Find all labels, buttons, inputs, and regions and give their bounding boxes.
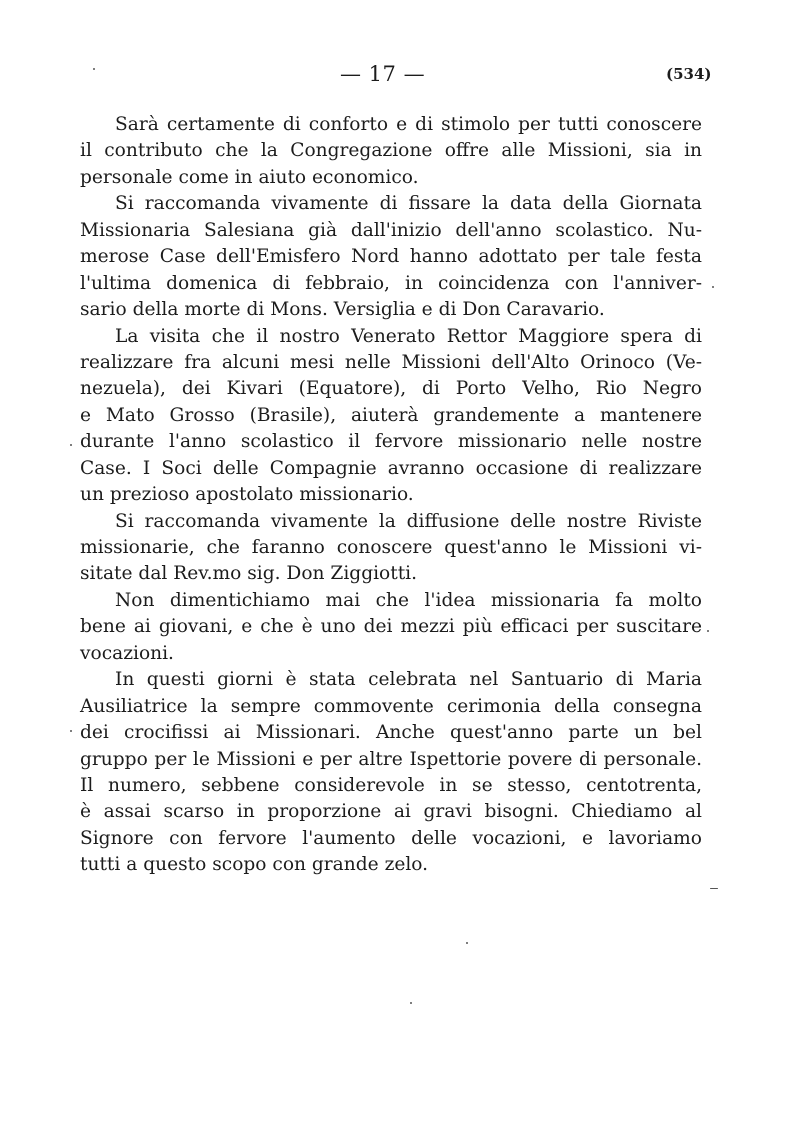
- text-line: tutti a questo scopo con grande zelo.: [80, 854, 429, 876]
- text-line: missionarie, che faranno conoscere quest'anno le Missioni vi-: [80, 537, 702, 558]
- text-line: realizzare fra alcuni mesi nelle Missioni dell'Alto Orinoco (Ve-: [80, 351, 702, 373]
- text-line: il contributo che la Congregazione offre alle Missioni, sia in: [80, 140, 702, 162]
- text-line: un prezioso apostolato missionario.: [80, 484, 414, 506]
- scan-speck: [466, 942, 468, 944]
- scan-speck: [70, 730, 72, 732]
- text-line: personale come in aiuto economico.: [80, 166, 419, 188]
- scan-speck: [70, 444, 72, 446]
- text-line: nezuela), dei Kivari (Equatore), di Porto Velho, Rio Negro: [80, 378, 702, 400]
- scan-speck: [712, 286, 714, 288]
- paragraph: [80, 191, 702, 323]
- text-line: e Mato Grosso (Brasile), aiuterà grandemente a mantenere: [80, 404, 702, 426]
- text-line: bene ai giovani, e che è uno dei mezzi più efficaci per suscitare: [80, 616, 702, 638]
- text-line: sitate dal Rev.mo sig. Don Ziggiotti.: [80, 563, 418, 585]
- scan-speck: [710, 888, 718, 889]
- paragraph: [80, 324, 702, 509]
- text-line: sario della morte di Mons. Versiglia e di Don Caravario.: [80, 299, 605, 321]
- scan-speck: [93, 68, 95, 70]
- text-line: durante l'anno scolastico il fervore missionario nelle nostre: [80, 431, 702, 453]
- text-line: Si raccomanda vivamente di fissare la data della Giornata: [115, 193, 702, 215]
- text-line: Missionaria Salesiana già dall'inizio dell'anno scolastico. Nu-: [80, 219, 702, 241]
- page-header: [0, 62, 793, 90]
- text-line: l'ultima domenica di febbraio, in coincidenza con l'anniver-: [80, 272, 702, 294]
- text-line: Il numero, sebbene considerevole in se stesso, centotrenta,: [80, 774, 702, 796]
- page-reference: (534): [666, 65, 712, 83]
- text-line: vocazioni.: [80, 642, 174, 664]
- text-line: merose Case dell'Emisfero Nord hanno adottato per tale festa: [80, 246, 702, 268]
- paragraph: [80, 509, 702, 588]
- paragraph: [80, 112, 702, 191]
- body-text: [80, 112, 702, 879]
- text-line: gruppo per le Missioni e per altre Ispettorie povere di personale.: [80, 748, 702, 770]
- text-line: Si raccomanda vivamente la diffusione delle nostre Riviste: [115, 510, 702, 532]
- page-number: — 17 —: [340, 62, 426, 86]
- paragraph: [80, 667, 702, 879]
- text-line: Ausiliatrice la sempre commovente cerimonia della consegna: [80, 695, 702, 717]
- scan-speck: [410, 1002, 412, 1004]
- text-line: è assai scarso in proporzione ai gravi bisogni. Chiediamo al: [80, 801, 702, 823]
- scan-speck: [707, 630, 709, 632]
- text-line: La visita che il nostro Venerato Rettor Maggiore spera di: [115, 325, 702, 347]
- text-line: Case. I Soci delle Compagnie avranno occasione di realizzare: [80, 457, 702, 479]
- text-line: Signore con fervore l'aumento delle vocazioni, e lavoriamo: [80, 827, 702, 849]
- text-line: dei crocifissi ai Missionari. Anche quest'anno parte un bel: [80, 722, 702, 744]
- text-line: Non dimentichiamo mai che l'idea missionaria fa molto: [115, 589, 702, 611]
- text-line: Sarà certamente di conforto e di stimolo per tutti conoscere: [115, 114, 702, 135]
- paragraph: [80, 588, 702, 667]
- text-line: In questi giorni è stata celebrata nel Santuario di Maria: [115, 669, 702, 691]
